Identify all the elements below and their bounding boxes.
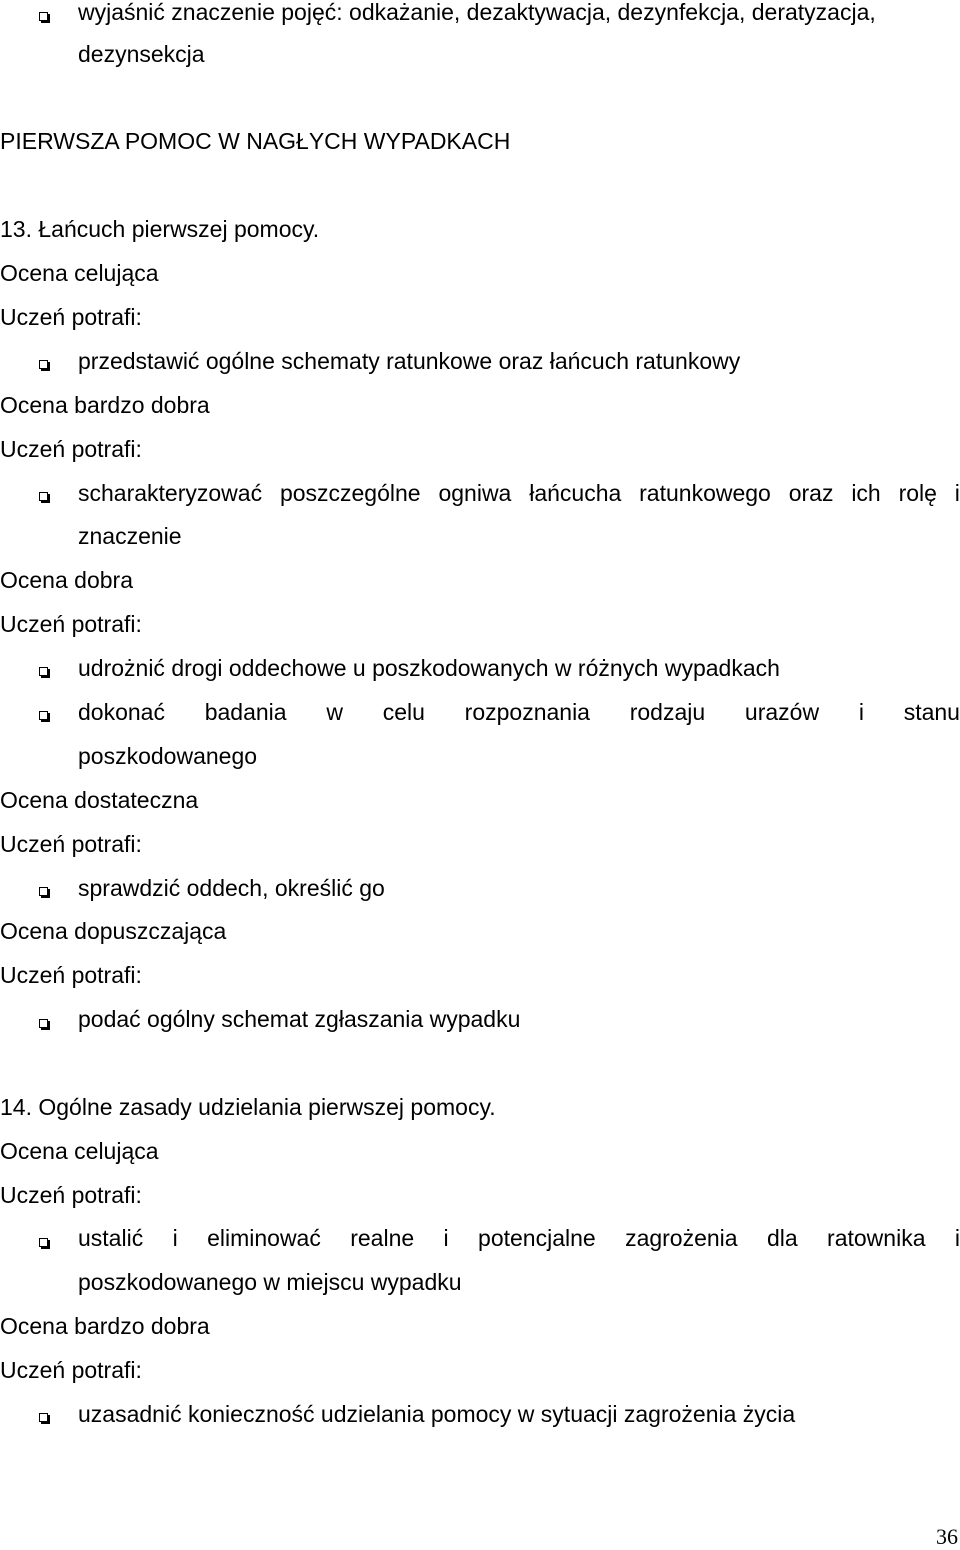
word: scharakteryzować bbox=[78, 480, 263, 506]
student-label: Uczeń potrafi: bbox=[0, 1357, 142, 1383]
list-item-text-justified bbox=[78, 478, 960, 508]
word: celu bbox=[382, 699, 425, 725]
word: oraz bbox=[788, 480, 834, 506]
word: ustalić bbox=[78, 1225, 144, 1251]
student-label: Uczeń potrafi: bbox=[0, 831, 142, 857]
word: ratunkowego bbox=[639, 480, 771, 506]
student-label: Uczeń potrafi: bbox=[0, 611, 142, 637]
list-item-text: sprawdzić oddech, określić go bbox=[78, 875, 385, 901]
word: dla bbox=[766, 1225, 798, 1251]
checkbox-bullet-icon bbox=[39, 1238, 48, 1247]
list-item-text: poszkodowanego w miejscu wypadku bbox=[78, 1269, 462, 1295]
checkbox-bullet-icon bbox=[39, 711, 48, 720]
word: i bbox=[172, 1225, 178, 1251]
checkbox-bullet-icon bbox=[39, 1019, 48, 1028]
list-item-text: dezynsekcja bbox=[78, 41, 205, 67]
word: eliminować bbox=[207, 1225, 321, 1251]
word: ogniwa bbox=[438, 480, 512, 506]
section-title: 13. Łańcuch pierwszej pomocy. bbox=[0, 216, 320, 242]
word: w bbox=[326, 699, 343, 725]
word: ich bbox=[851, 480, 881, 506]
grade-label: Ocena dobra bbox=[0, 567, 133, 593]
list-item-text: wyjaśnić znaczenie pojęć: odkażanie, dezaktywacja, dezynfekcja, deratyzacja, bbox=[78, 0, 876, 25]
checkbox-bullet-icon bbox=[39, 667, 48, 676]
student-label: Uczeń potrafi: bbox=[0, 436, 142, 462]
word: i bbox=[954, 1225, 960, 1251]
checkbox-bullet-icon bbox=[39, 492, 48, 501]
word: rolę bbox=[898, 480, 937, 506]
page-number: 36 bbox=[936, 1524, 958, 1549]
student-label: Uczeń potrafi: bbox=[0, 304, 142, 330]
student-label: Uczeń potrafi: bbox=[0, 962, 142, 988]
word: rodzaju bbox=[629, 699, 706, 725]
list-item-text: udrożnić drogi oddechowe u poszkodowanych w różnych wypadkach bbox=[78, 655, 780, 681]
word: łańcucha bbox=[529, 480, 622, 506]
grade-label: Ocena dopuszczająca bbox=[0, 918, 227, 944]
list-item-text: poszkodowanego bbox=[78, 743, 258, 769]
word: stanu bbox=[903, 699, 960, 725]
word: i bbox=[443, 1225, 449, 1251]
word: poszczególne bbox=[279, 480, 421, 506]
word: zagrożenia bbox=[625, 1225, 738, 1251]
checkbox-bullet-icon bbox=[39, 1413, 48, 1422]
word: dokonać bbox=[78, 699, 165, 725]
word: i bbox=[858, 699, 864, 725]
word: rozpoznania bbox=[464, 699, 590, 725]
word: badania bbox=[204, 699, 287, 725]
word: realne bbox=[350, 1225, 415, 1251]
grade-label: Ocena celująca bbox=[0, 260, 159, 286]
grade-label: Ocena bardzo dobra bbox=[0, 1313, 210, 1339]
section-title: 14. Ogólne zasady udzielania pierwszej pomocy. bbox=[0, 1094, 496, 1120]
checkbox-bullet-icon bbox=[39, 360, 48, 369]
word: urazów bbox=[744, 699, 820, 725]
grade-label: Ocena dostateczna bbox=[0, 787, 199, 813]
word: ratownika bbox=[827, 1225, 926, 1251]
list-item-text-justified bbox=[78, 1223, 960, 1253]
list-item-text: uzasadnić konieczność udzielania pomocy w sytuacji zagrożenia życia bbox=[78, 1401, 796, 1427]
list-item-text-justified bbox=[78, 697, 960, 727]
student-label: Uczeń potrafi: bbox=[0, 1182, 142, 1208]
list-item-text: przedstawić ogólne schematy ratunkowe oraz łańcuch ratunkowy bbox=[78, 348, 741, 374]
list-item-text: podać ogólny schemat zgłaszania wypadku bbox=[78, 1006, 521, 1032]
checkbox-bullet-icon bbox=[39, 12, 48, 21]
grade-label: Ocena bardzo dobra bbox=[0, 392, 210, 418]
checkbox-bullet-icon bbox=[39, 887, 48, 896]
grade-label: Ocena celująca bbox=[0, 1138, 159, 1164]
section-heading: PIERWSZA POMOC W NAGŁYCH WYPADKACH bbox=[0, 128, 511, 154]
word: potencjalne bbox=[478, 1225, 596, 1251]
word: i bbox=[954, 480, 960, 506]
list-item-text: znaczenie bbox=[78, 523, 182, 549]
